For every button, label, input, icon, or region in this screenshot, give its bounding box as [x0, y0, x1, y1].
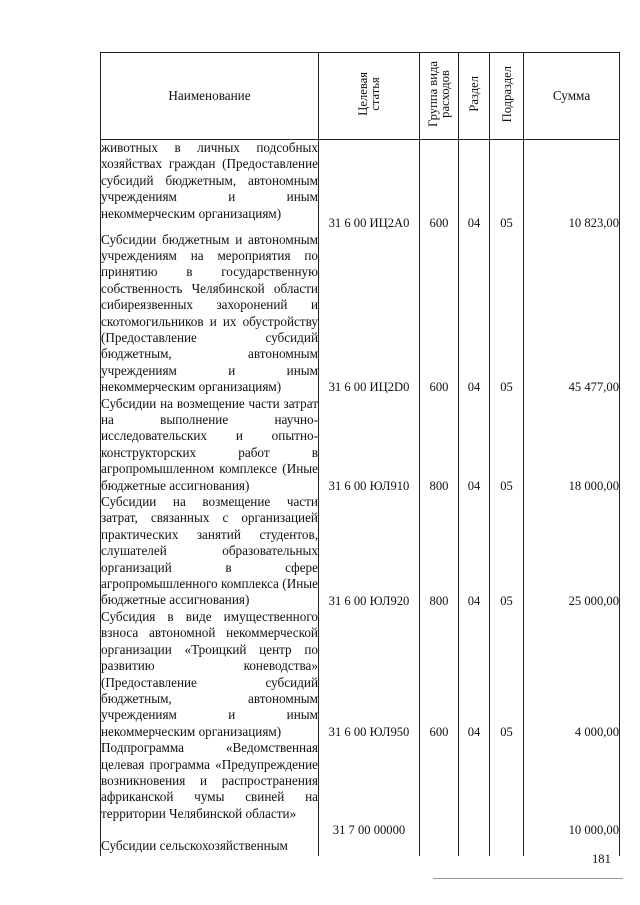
- row-sum: 10 823,00: [524, 140, 620, 232]
- row-name: Субсидии на возмещение части затрат, связанных с организацией практических занятий студентов, слушателей образовательных организаций в сфере агропромышленного комплекса (Иные бюджетные ассигнования): [101, 494, 318, 608]
- row-target-article: 31 7 00 00000: [319, 740, 420, 838]
- row-subsection: 05: [490, 609, 524, 740]
- row-target-article: [319, 838, 420, 856]
- row-target-article: 31 6 00 ЮЛ910: [319, 396, 420, 494]
- row-sum: 45 477,00: [524, 232, 620, 396]
- row-name: Субсидии на возмещение части затрат на выполнение научно-исследовательских и опытно-конструкторских работ в агропромышленном комплексе (Иные бюджетные ассигнования): [101, 395, 318, 493]
- table-row: [101, 140, 620, 232]
- table-row: [101, 232, 620, 396]
- table-row: [101, 396, 620, 494]
- row-subsection: 05: [490, 232, 524, 396]
- row-name: Субсидии сельскохозяйственным: [101, 838, 319, 856]
- table-row: [101, 838, 620, 856]
- row-section: 04: [459, 140, 490, 232]
- table-header: [101, 53, 620, 140]
- row-subsection: 05: [490, 140, 524, 232]
- row-target-article: 31 6 00 ИЦ2D0: [319, 232, 420, 396]
- table-row: [101, 494, 620, 609]
- row-name: Субсидия в виде имущественного взноса автономной некоммерческой организации «Троицкий центр по развитию коневодства» (Предоставление субсидий бюджетным, автономным учреждениям и иным некоммерческим организациям): [101, 609, 318, 739]
- row-expense-group: [420, 838, 459, 856]
- table-row: [101, 740, 620, 838]
- header-sum: Сумма: [524, 53, 620, 140]
- row-sum: 18 000,00: [524, 396, 620, 494]
- row-target-article: 31 6 00 ИЦ2А0: [319, 140, 420, 232]
- budget-table: [100, 52, 620, 856]
- row-section: [459, 838, 490, 856]
- row-expense-group: [420, 740, 459, 838]
- row-expense-group: 600: [420, 232, 459, 396]
- header-subsection: Подраздел: [490, 53, 524, 140]
- row-name: Субсидии бюджетным и автономным учреждениям на мероприятия по принятию в государственную собственность Челябинской области сибиреязвенных захоронений и скотомогильников и их обустройству (Предоставление субсидий бюджетным, автономным учреждениям и иным некоммерческим организациям): [101, 231, 318, 395]
- row-sum: 4 000,00: [524, 609, 620, 740]
- header-target-article: Целевая статья: [319, 53, 420, 140]
- row-subsection: [490, 838, 524, 856]
- row-expense-group: 600: [420, 140, 459, 232]
- table-body: [101, 140, 620, 857]
- row-sum: 25 000,00: [524, 494, 620, 609]
- row-expense-group: 800: [420, 494, 459, 609]
- table-row: [101, 609, 620, 740]
- header-section: Раздел: [459, 53, 490, 140]
- row-name: Подпрограмма «Ведомственная целевая программа «Предупреждение возникновения и распространения африканской чумы свиней на территории Челябинской области»: [101, 740, 319, 838]
- row-subsection: 05: [490, 396, 524, 494]
- row-expense-group: 600: [420, 609, 459, 740]
- row-expense-group: 800: [420, 396, 459, 494]
- footer-divider: [433, 878, 623, 879]
- row-section: [459, 740, 490, 838]
- row-subsection: [490, 740, 524, 838]
- row-section: 04: [459, 396, 490, 494]
- row-section: 04: [459, 609, 490, 740]
- row-name: животных в личных подсобных хозяйствах граждан (Предоставление субсидий бюджетным, автономным учреждениям и иным некоммерческим организациям): [101, 140, 319, 232]
- page-number: 181: [592, 852, 611, 866]
- header-name: Наименование: [101, 53, 319, 140]
- row-subsection: 05: [490, 494, 524, 609]
- row-sum: 10 000,00: [524, 740, 620, 838]
- row-target-article: 31 6 00 ЮЛ920: [319, 494, 420, 609]
- row-section: 04: [459, 494, 490, 609]
- row-section: 04: [459, 232, 490, 396]
- row-target-article: 31 6 00 ЮЛ950: [319, 609, 420, 740]
- header-expense-group: Группа вида расходов: [420, 53, 459, 140]
